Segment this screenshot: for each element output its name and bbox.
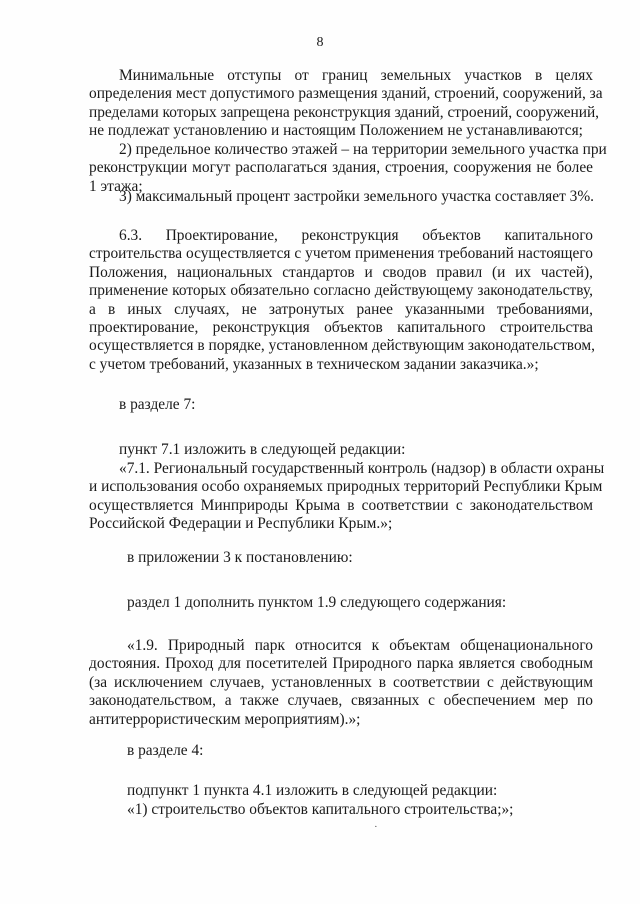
heading-section-4 — [127, 742, 203, 760]
text-line: законодательством, а также случаев, связанных с обеспечением мер по — [89, 692, 593, 710]
text-line: 3) максимальный процент застройки земельного участка составляет 3%. — [119, 188, 595, 205]
scan-mark: · — [374, 821, 378, 833]
section-1-add — [127, 594, 506, 612]
text-line: «7.1. Региональный государственный контроль (надзор) в области охраны — [119, 460, 605, 477]
text-line: применение которых обязательно согласно действующему законодательству, — [89, 282, 593, 300]
text-line: пределами которых запрещена реконструкция зданий, строений, сооружений, — [89, 103, 600, 121]
text-line: Минимальные отступы от границ земельных участков в целях — [119, 67, 593, 84]
text-line: проектирование, реконструкция объектов капитального строительства — [89, 319, 593, 337]
text-line: в разделе 7: — [119, 396, 196, 413]
subpoint-text — [127, 801, 513, 819]
paragraph-setbacks — [89, 67, 603, 141]
text-line: 1 этажа; — [89, 177, 143, 195]
text-line: а в иных случаях, не затронутых ранее указанными требованиями, — [89, 300, 593, 318]
point-7-1-intro — [119, 441, 405, 459]
subpoint-intro — [127, 782, 497, 800]
point-1-9-text — [89, 637, 593, 729]
text-line: достояния. Проход для посетителей Природного парка является свободным — [89, 655, 593, 673]
text-line: строительства осуществляется с учетом применения требований настоящего — [89, 245, 593, 263]
text-line: реконструкции могут располагаться здания, строения, сооружения не более — [89, 159, 593, 177]
text-line: «1) строительство объектов капитального строительства;»; — [127, 801, 514, 818]
text-line: раздел 1 дополнить пунктом 1.9 следующего содержания: — [127, 594, 507, 611]
heading-annex-3 — [127, 549, 353, 567]
text-line: Положения, национальных стандартов и сводов правил (и их частей), — [89, 263, 593, 281]
text-line: (за исключением случаев, установленных в соответствии с действующим — [89, 673, 593, 691]
paragraph-percent — [119, 188, 593, 206]
text-line: «1.9. Природный парк относится к объектам общенационального — [127, 637, 593, 654]
text-line: подпункт 1 пункта 4.1 изложить в следующей редакции: — [127, 782, 498, 799]
text-line: определения мест допустимого размещения зданий, строений, сооружений, за — [89, 85, 603, 103]
text-line: не подлежат установлению и настоящим Положением не устанавливаются; — [89, 122, 583, 140]
text-line: осуществляется в порядке, установленном действующим законодательством, — [89, 337, 595, 355]
clause-6-3 — [89, 227, 593, 374]
text-line: осуществляется Минприроды Крыма в соответствии с законодательством — [89, 496, 593, 514]
text-line: и использования особо охраняемых природных территорий Республики Крым — [89, 478, 603, 496]
point-7-1-text — [89, 460, 605, 534]
text-line: 2) предельное количество этажей – на территории земельного участка при — [119, 141, 607, 158]
text-line: в разделе 4: — [127, 742, 204, 759]
text-line: с учетом требований, указанных в техническом задании заказчика.»; — [89, 355, 539, 373]
text-line: Российской Федерации и Республики Крым.»; — [89, 515, 393, 533]
text-line: антитеррористическим мероприятиям).»; — [89, 710, 361, 728]
text-line: пункт 7.1 изложить в следующей редакции: — [119, 441, 406, 458]
text-line: в приложении 3 к постановлению: — [127, 549, 353, 566]
page-number: 8 — [316, 35, 324, 50]
text-line: 6.3. Проектирование, реконструкция объектов капитального — [119, 227, 593, 244]
heading-section-7 — [119, 396, 195, 414]
